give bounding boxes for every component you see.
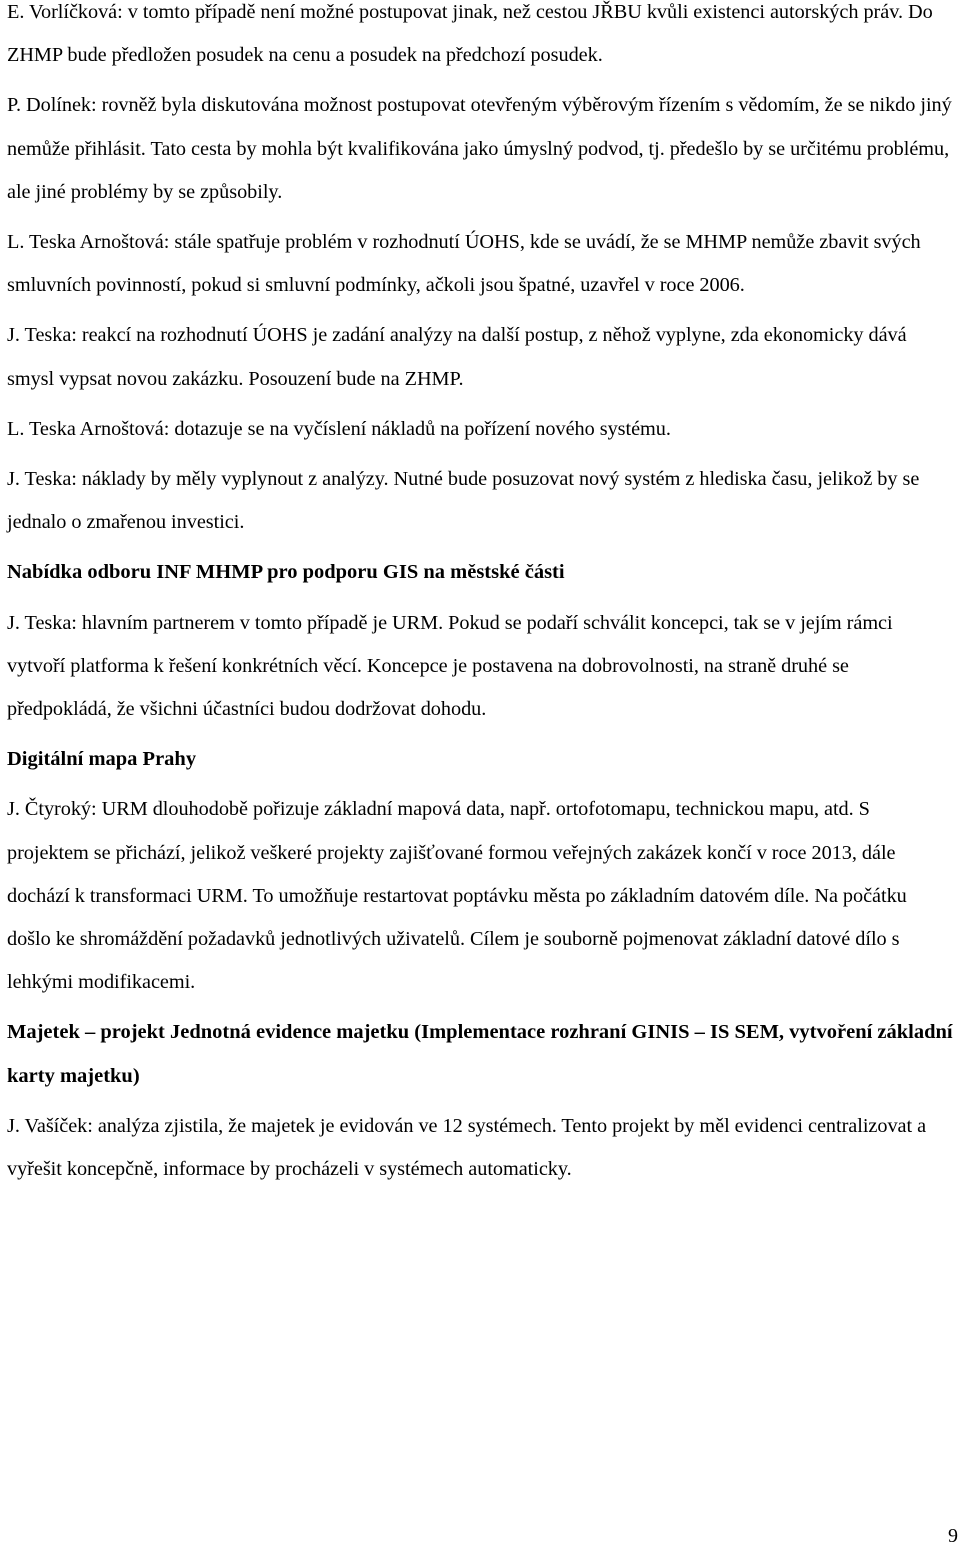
paragraph-teska-arnostova-uohs: L. Teska Arnoštová: stále spatřuje problém v rozhodnutí ÚOHS, kde se uvádí, že se MHMP nemůže zbavit svých smluvních povinností, pokud si smluvní podmínky, ačkoli jsou špatné, uzavřel v roce 2006. bbox=[7, 231, 921, 297]
paragraph-teska-analyza: J. Teska: náklady by měly vyplynout z analýzy. Nutné bude posuzovat nový systém z hlediska času, jelikož by se jednalo o zmařenou investici. bbox=[7, 468, 920, 534]
paragraph-teska-reakce: J. Teska: reakcí na rozhodnutí ÚOHS je zadání analýzy na další postup, z něhož vyplyne, zda ekonomicky dává smysl vypsat novou zakázku. Posouzení bude na ZHMP. bbox=[7, 324, 907, 390]
paragraph-teska-urm: J. Teska: hlavním partnerem v tomto případě je URM. Pokud se podaří schválit koncepci, tak se v jejím rámci vytvoří platforma k řešení konkrétních věcí. Koncepce je postavena na dobrovolnosti, na straně druhé se předpokládá, že všichni účastníci budou dodržovat dohodu. bbox=[7, 611, 893, 721]
paragraph-ctyroky: J. Čtyroký: URM dlouhodobě pořizuje základní mapová data, např. ortofotomapu, technickou mapu, atd. S projektem se přichází, jelikož veškeré projekty zajišťované formou veřejných zakázek končí v roce 2013, dále dochází k transformaci URM. To umožňuje restartovat poptávku města po základním datovém díle. Na počátku došlo ke shromáždění požadavků jednotlivých uživatelů. Cílem je souborně pojmenovat základní datové dílo s lehkými modifikacemi. bbox=[7, 798, 907, 994]
section-heading-gis: Nabídka odboru INF MHMP pro podporu GIS na městské části bbox=[7, 561, 565, 584]
page-number: 9 bbox=[948, 1525, 958, 1547]
paragraph-teska-arnostova-naklady: L. Teska Arnoštová: dotazuje se na vyčíslení nákladů na pořízení nového systému. bbox=[7, 417, 671, 440]
paragraph-vorlickova: E. Vorlíčková: v tomto případě není možné postupovat jinak, než cestou JŘBU kvůli existenci autorských práv. Do ZHMP bude předložen posudek na cenu a posudek na předchozí posudek. bbox=[7, 1, 933, 67]
section-heading-majetek: Majetek – projekt Jednotná evidence majetku (Implementace rozhraní GINIS – IS SEM, vytvoření základní karty majetku) bbox=[7, 1021, 953, 1087]
section-heading-digitalni-mapa: Digitální mapa Prahy bbox=[7, 748, 197, 771]
document-body bbox=[7, 0, 953, 1198]
paragraph-dolinek: P. Dolínek: rovněž byla diskutována možnost postupovat otevřeným výběrovým řízením s vědomím, že se nikdo jiný nemůže přihlásit. Tato cesta by mohla být kvalifikována jako úmyslný podvod, tj. předešlo by se určitému problému, ale jiné problémy by se způsobily. bbox=[7, 94, 952, 203]
paragraph-vasicek: J. Vašíček: analýza zjistila, že majetek je evidován ve 12 systémech. Tento projekt by měl evidenci centralizovat a vyřešit koncepčně, informace by procházeli v systémech automaticky. bbox=[7, 1114, 927, 1181]
